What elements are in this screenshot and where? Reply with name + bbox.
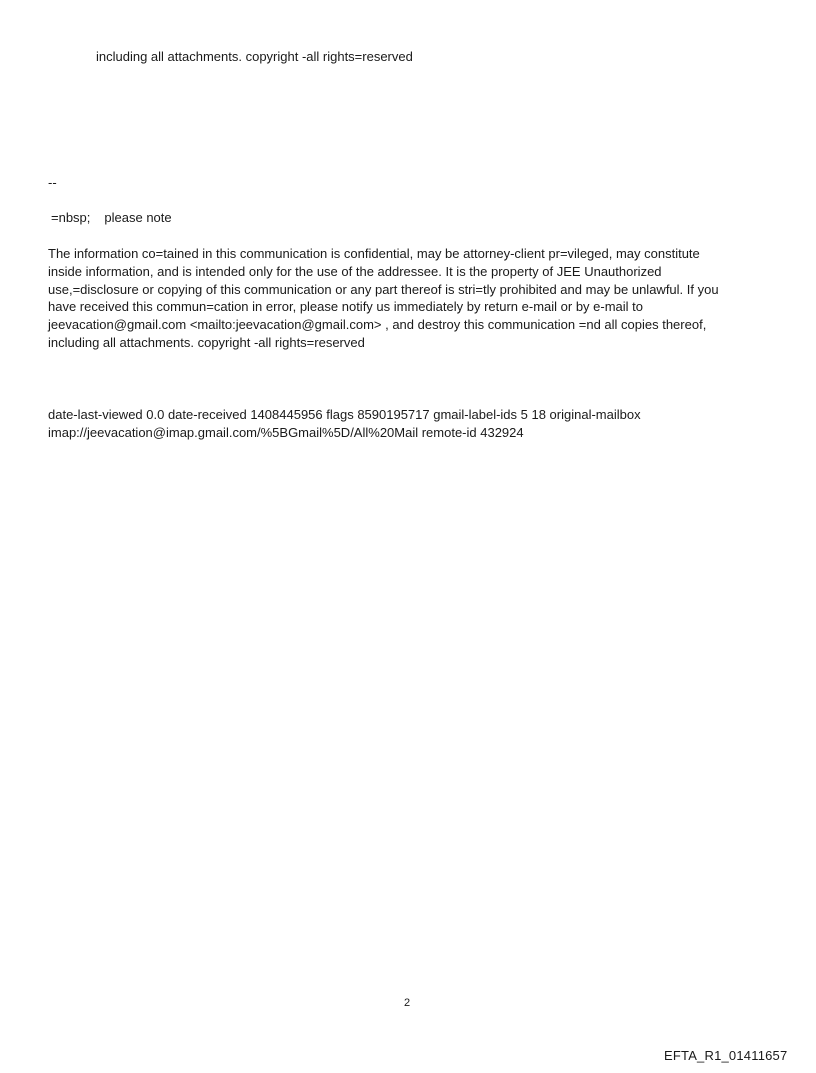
disclaimer-line: The information co=tained in this communication is confidential, may be attorney-client pr=vileged, may constitute: [48, 246, 700, 261]
top-fragment-text: including all attachments. copyright -all rights=reserved: [96, 49, 413, 64]
nbsp-entity-text: =nbsp;: [51, 210, 91, 225]
disclaimer-line: jeevacation@gmail.com <mailto:jeevacation@gmail.com> , and destroy this communication =nd all copies thereof,: [48, 317, 707, 333]
disclaimer-line: including all attachments. copyright -all rights=reserved: [48, 334, 365, 350]
confidentiality-disclaimer: [48, 245, 719, 352]
message-metadata: [48, 406, 641, 442]
page-number: 2: [404, 997, 411, 1009]
metadata-line: imap://jeevacation@imap.gmail.com/%5BGmail%5D/All%20Mail remote-id 432924: [48, 424, 524, 440]
disclaimer-line: have received this commun=cation in error, please notify us immediately by return e-mail or by e-mail to: [48, 299, 644, 315]
disclaimer-line: use,=disclosure or copying of this communication or any part thereof is stri=tly prohibited and may be unlawful. If you: [48, 281, 719, 297]
bates-number: EFTA_R1_01411657: [664, 1048, 788, 1063]
note-line: [51, 210, 172, 226]
metadata-line: date-last-viewed 0.0 date-received 1408445956 flags 8590195717 gmail-label-ids 5 18 original-mailbox: [48, 407, 641, 422]
signature-separator: --: [48, 175, 57, 190]
disclaimer-line: inside information, and is intended only for the use of the addressee. It is the property of JEE Unauthorized: [48, 263, 662, 279]
please-note-text: please note: [104, 210, 172, 225]
